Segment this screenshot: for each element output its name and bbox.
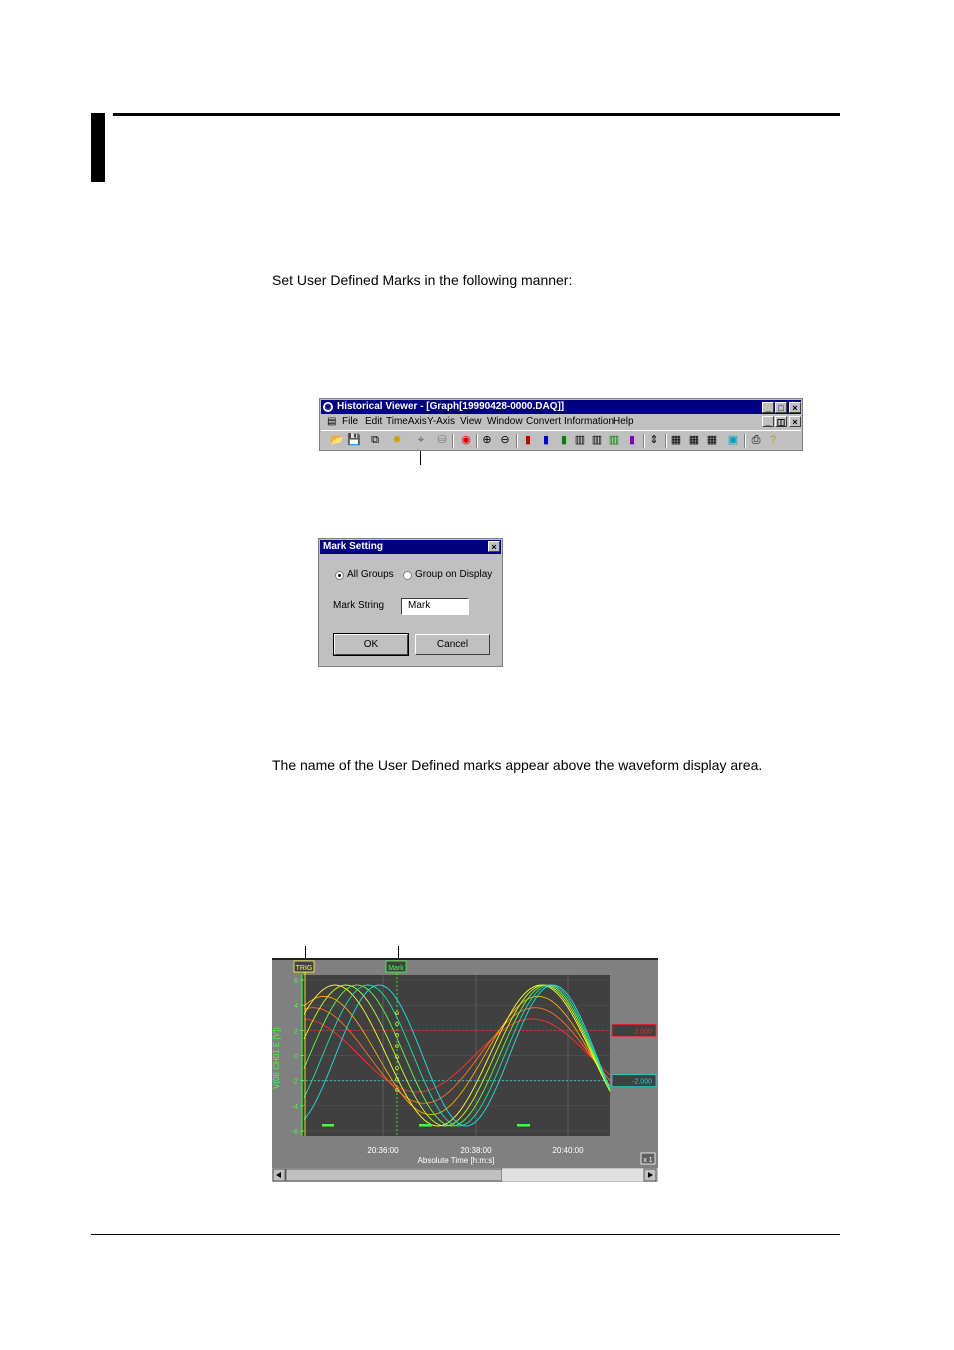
mark-label: TRIG xyxy=(295,965,313,972)
menu-yaxis[interactable]: Y-Axis xyxy=(427,416,455,427)
bars3-icon[interactable]: ▥ xyxy=(608,434,620,446)
child-minimize-button[interactable]: _ xyxy=(762,416,774,427)
mark-label: Mark xyxy=(388,965,404,972)
cylinder-icon[interactable]: ⛁ xyxy=(437,434,447,446)
minimize-button[interactable]: _ xyxy=(762,402,774,413)
event-bar xyxy=(419,1124,432,1127)
menu-convert[interactable]: Convert xyxy=(526,416,562,427)
y-tick-label: 4 xyxy=(294,1003,298,1011)
star-icon[interactable]: ✸ xyxy=(392,434,402,446)
waveform-svg xyxy=(272,958,658,1182)
menu-file[interactable]: File xyxy=(342,416,359,427)
x-axis-label: Absolute Time [h:m:s] xyxy=(417,1156,495,1165)
print-icon[interactable]: ⎙ xyxy=(751,434,761,446)
channel2-icon[interactable]: ▮ xyxy=(542,434,550,446)
fit-icon[interactable]: ⇕ xyxy=(649,434,659,446)
channel3-icon[interactable]: ▮ xyxy=(560,434,568,446)
radio-all-groups-label: All Groups xyxy=(347,569,394,580)
menu-edit[interactable]: Edit xyxy=(365,416,383,427)
mark-string-label: Mark String xyxy=(333,600,385,611)
grid2-icon[interactable]: ▦ xyxy=(688,434,700,446)
save-icon[interactable]: 💾 xyxy=(347,434,361,446)
event-bar xyxy=(517,1124,530,1127)
mark-setting-dialog xyxy=(318,538,503,667)
grid1-icon[interactable]: ▦ xyxy=(670,434,682,446)
radio-group-on-display-label: Group on Display xyxy=(415,569,493,580)
scroll-thumb[interactable] xyxy=(286,1169,502,1181)
toolbar xyxy=(321,430,801,451)
y-tick-label: 2 xyxy=(294,1028,298,1036)
app-icon: ◉ xyxy=(324,402,332,411)
y-tick-label: -6 xyxy=(291,1129,298,1136)
bars-icon[interactable]: ▥ xyxy=(574,434,586,446)
menu-information[interactable]: Information xyxy=(564,416,615,427)
child-close-button[interactable]: × xyxy=(789,416,801,427)
open-icon[interactable]: 📂 xyxy=(330,434,344,446)
child-restore-button[interactable]: ◫ xyxy=(776,417,786,427)
dialog-close-button[interactable]: × xyxy=(488,541,500,552)
event-bar xyxy=(322,1124,334,1127)
maximize-button[interactable]: □ xyxy=(775,402,787,413)
dialog-titlebar xyxy=(320,540,501,554)
copy-icon[interactable]: ⧉ xyxy=(371,434,379,446)
reference-label: -2.000 xyxy=(632,1078,652,1086)
grid3-icon[interactable]: ▦ xyxy=(706,434,718,446)
calc-icon[interactable]: ▣ xyxy=(727,434,739,446)
mark-icon[interactable]: ⌖ xyxy=(417,434,425,446)
section-rule xyxy=(113,113,840,116)
channel1-icon[interactable]: ▮ xyxy=(524,434,532,446)
y-tick-label: -2 xyxy=(291,1078,298,1086)
result-text: The name of the User Defined marks appear above the waveform display area. xyxy=(272,757,763,773)
section-marker xyxy=(91,113,105,182)
app-titlebar xyxy=(321,400,801,414)
x-tick-label: 20:38:00 xyxy=(460,1146,492,1155)
footer-rule xyxy=(91,1234,840,1235)
zoom-in-icon[interactable]: ⊕ xyxy=(482,434,492,446)
ok-button[interactable]: OK xyxy=(334,634,408,655)
menu-help[interactable]: Help xyxy=(613,416,634,427)
radio-group-on-display[interactable] xyxy=(403,571,412,580)
y-tick-label: 6 xyxy=(294,978,298,985)
menu-view[interactable]: View xyxy=(460,416,482,427)
y-axis-label: V(06 CH01 E [V]) xyxy=(272,1027,281,1089)
waveform-chart xyxy=(272,958,658,1182)
x-tick-label: 20:40:00 xyxy=(552,1146,584,1155)
scroll-track[interactable] xyxy=(502,1169,644,1181)
menu-timeaxis[interactable]: TimeAxis xyxy=(386,416,427,427)
intro-text: Set User Defined Marks in the following manner: xyxy=(272,272,573,288)
radio-all-groups[interactable] xyxy=(335,571,344,580)
close-button[interactable]: × xyxy=(789,402,801,413)
zoom-out-icon[interactable]: ⊖ xyxy=(500,434,510,446)
app-window xyxy=(319,398,803,451)
record-icon[interactable]: ◉ xyxy=(461,434,471,446)
menu-bar xyxy=(321,415,801,429)
mark-string-input[interactable]: Mark xyxy=(401,598,469,615)
x-tick-label: 20:36:00 xyxy=(367,1146,399,1155)
y-tick-label: 0 xyxy=(294,1053,298,1061)
reference-label: 2.000 xyxy=(634,1028,652,1036)
doc-icon[interactable]: ▤ xyxy=(327,416,337,427)
menu-window[interactable]: Window xyxy=(487,416,523,427)
help-icon[interactable]: ? xyxy=(769,434,777,446)
callout-line xyxy=(420,451,421,465)
cancel-button[interactable]: Cancel xyxy=(415,634,490,655)
dialog-title: Mark Setting xyxy=(323,541,384,552)
bars2-icon[interactable]: ▥ xyxy=(591,434,603,446)
channel4-icon[interactable]: ▮ xyxy=(628,434,636,446)
app-title: Historical Viewer - [Graph[19990428-0000.DAQ]] xyxy=(337,401,565,412)
y-tick-label: -4 xyxy=(291,1103,298,1111)
zoom-label: x 1 xyxy=(643,1157,653,1164)
